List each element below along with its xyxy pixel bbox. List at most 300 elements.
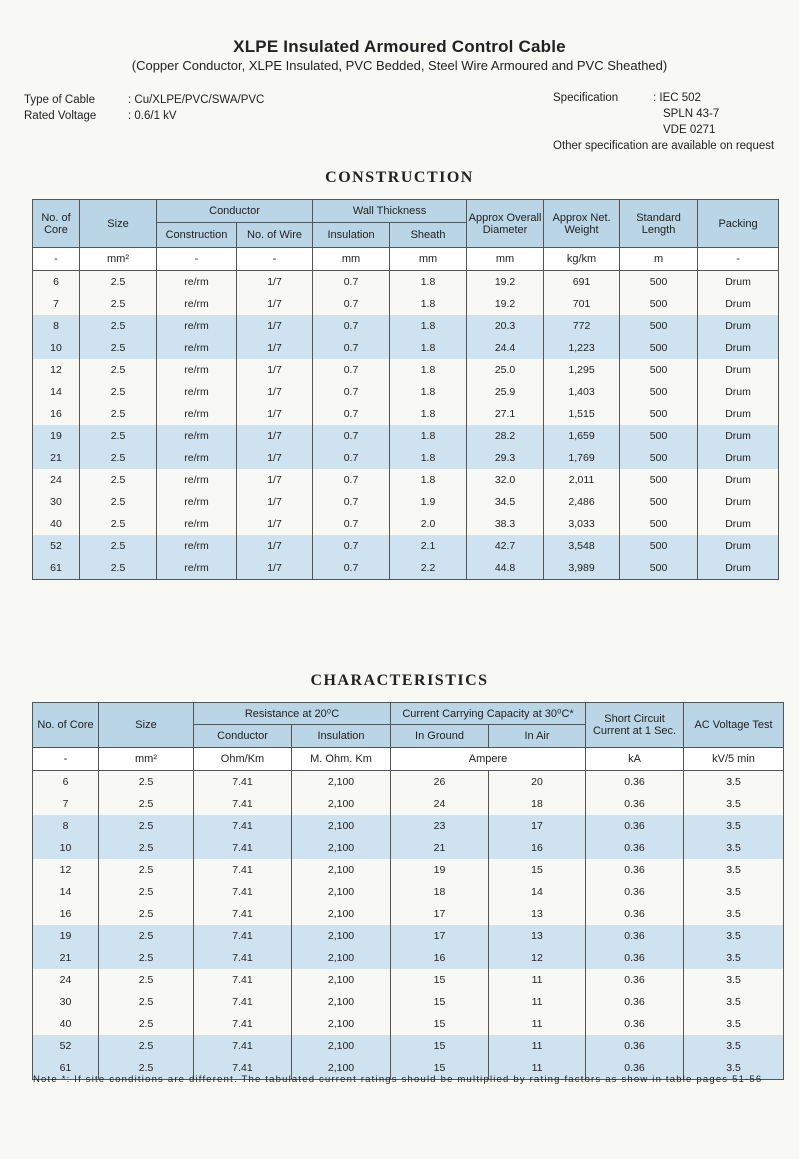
table-cell: 25.0	[467, 359, 544, 381]
col-header-ac-voltage: AC Voltage Test	[684, 703, 784, 748]
table-cell: 3.5	[684, 969, 784, 991]
table-cell: 500	[620, 557, 698, 580]
table-cell: 6	[33, 271, 80, 294]
table-cell: 2,100	[292, 969, 391, 991]
table-row	[33, 557, 779, 580]
table-cell: 3.5	[684, 793, 784, 815]
col-header-short-circuit: Short Circuit Current at 1 Sec.	[586, 703, 684, 748]
table-cell: 7.41	[194, 881, 292, 903]
unit-cell: kg/km	[544, 248, 620, 271]
table-cell: 52	[33, 1035, 99, 1057]
table-cell: 2,100	[292, 991, 391, 1013]
table-cell: re/rm	[157, 403, 237, 425]
table-cell: 40	[33, 1013, 99, 1035]
table-cell: Drum	[698, 535, 779, 557]
table-cell: 12	[489, 947, 586, 969]
table-cell: 2,100	[292, 1057, 391, 1080]
table-row	[33, 535, 779, 557]
table-cell: 2.5	[80, 337, 157, 359]
table-cell: Drum	[698, 359, 779, 381]
table-cell: 2.5	[80, 271, 157, 294]
table-cell: Drum	[698, 469, 779, 491]
col-header-weight: Approx Net. Weight	[544, 200, 620, 248]
table-cell: 16	[33, 403, 80, 425]
table-cell: 1,403	[544, 381, 620, 403]
table-cell: 2.5	[99, 1035, 194, 1057]
table-cell: 1,295	[544, 359, 620, 381]
table-cell: 1/7	[237, 447, 313, 469]
units-row	[33, 248, 779, 271]
table-cell: 8	[33, 815, 99, 837]
table-cell: 2,100	[292, 837, 391, 859]
table-cell: 2.5	[80, 359, 157, 381]
table-cell: 1,769	[544, 447, 620, 469]
table-cell: 20.3	[467, 315, 544, 337]
table-cell: 1.8	[390, 403, 467, 425]
table-cell: 0.36	[586, 859, 684, 881]
table-cell: 15	[391, 1013, 489, 1035]
table-cell: 2,100	[292, 903, 391, 925]
table-cell: 16	[391, 947, 489, 969]
table-cell: 24	[33, 969, 99, 991]
table-cell: 8	[33, 315, 80, 337]
unit-cell: Ampere	[391, 748, 586, 771]
table-cell: 3.5	[684, 903, 784, 925]
table-row	[33, 969, 784, 991]
table-row	[33, 293, 779, 315]
table-cell: 2,011	[544, 469, 620, 491]
table-row	[33, 837, 784, 859]
table-cell: 24	[391, 793, 489, 815]
table-cell: 2.5	[80, 469, 157, 491]
table-cell: 7.41	[194, 815, 292, 837]
table-cell: 2.5	[99, 859, 194, 881]
table-cell: 0.36	[586, 815, 684, 837]
table-cell: re/rm	[157, 535, 237, 557]
table-cell: 14	[33, 381, 80, 403]
table-cell: 2,100	[292, 815, 391, 837]
table-cell: 500	[620, 447, 698, 469]
table-cell: 3.5	[684, 771, 784, 794]
table-cell: 2.5	[80, 315, 157, 337]
table-cell: 14	[489, 881, 586, 903]
table-cell: 500	[620, 359, 698, 381]
table-cell: 0.7	[313, 359, 390, 381]
unit-cell: m	[620, 248, 698, 271]
table-cell: 691	[544, 271, 620, 294]
table-cell: Drum	[698, 425, 779, 447]
table-cell: 1/7	[237, 513, 313, 535]
table-cell: 17	[489, 815, 586, 837]
table-cell: 24	[33, 469, 80, 491]
col-header-wire: No. of Wire	[237, 223, 313, 248]
table-cell: 61	[33, 1057, 99, 1080]
table-cell: 10	[33, 337, 80, 359]
col-header-core: No. of Core	[33, 703, 99, 748]
table-cell: 2.5	[99, 969, 194, 991]
table-cell: 2.5	[80, 491, 157, 513]
specs-left	[24, 92, 264, 124]
table-cell: 500	[620, 403, 698, 425]
spec-value: : Cu/XLPE/PVC/SWA/PVC	[128, 94, 265, 106]
table-cell: 2.5	[80, 403, 157, 425]
table-cell: 7.41	[194, 859, 292, 881]
table-cell: 2,100	[292, 859, 391, 881]
table-cell: 0.7	[313, 381, 390, 403]
table-cell: Drum	[698, 337, 779, 359]
table-row	[33, 447, 779, 469]
table-cell: 19.2	[467, 293, 544, 315]
table-cell: 2.5	[80, 535, 157, 557]
table-cell: 500	[620, 513, 698, 535]
table-cell: 21	[391, 837, 489, 859]
col-header-capacity: Current Carrying Capacity at 30⁰C*	[391, 703, 586, 725]
table-cell: 19	[33, 925, 99, 947]
table-cell: 2,100	[292, 1035, 391, 1057]
table-cell: 29.3	[467, 447, 544, 469]
table-cell: 1/7	[237, 315, 313, 337]
table-cell: re/rm	[157, 381, 237, 403]
table-cell: 19	[33, 425, 80, 447]
table-cell: 11	[489, 1013, 586, 1035]
spec-value: VDE 0271	[663, 124, 716, 136]
table-cell: 7.41	[194, 1057, 292, 1080]
table-cell: 2.5	[99, 793, 194, 815]
unit-cell: mm	[390, 248, 467, 271]
table-cell: 16	[33, 903, 99, 925]
table-cell: 2,100	[292, 925, 391, 947]
table-cell: 2,100	[292, 881, 391, 903]
table-cell: 7	[33, 793, 99, 815]
col-header-length: Standard Length	[620, 200, 698, 248]
table-cell: 23	[391, 815, 489, 837]
table-cell: 500	[620, 271, 698, 294]
table-cell: 0.7	[313, 535, 390, 557]
table-cell: 1/7	[237, 337, 313, 359]
table-cell: re/rm	[157, 557, 237, 580]
table-cell: 1/7	[237, 491, 313, 513]
table-cell: 1,659	[544, 425, 620, 447]
col-header-construction: Construction	[157, 223, 237, 248]
table-cell: 2.5	[99, 771, 194, 794]
table-cell: 6	[33, 771, 99, 794]
table-cell: 1/7	[237, 381, 313, 403]
table-row	[33, 469, 779, 491]
col-header-in-air: In Air	[489, 725, 586, 748]
table-cell: 1.8	[390, 425, 467, 447]
table-cell: 500	[620, 381, 698, 403]
table-cell: 3.5	[684, 947, 784, 969]
table-cell: 0.36	[586, 1035, 684, 1057]
table-cell: 2.5	[80, 513, 157, 535]
table-cell: 15	[391, 1057, 489, 1080]
table-row	[33, 815, 784, 837]
table-cell: 26	[391, 771, 489, 794]
spec-label: Specification	[553, 92, 619, 104]
table-cell: 11	[489, 969, 586, 991]
table-cell: 3.5	[684, 991, 784, 1013]
table-cell: 0.7	[313, 337, 390, 359]
table-cell: Drum	[698, 447, 779, 469]
col-header-conductor: Conductor	[194, 725, 292, 748]
table-cell: 52	[33, 535, 80, 557]
col-header-packing: Packing	[698, 200, 779, 248]
table-row	[33, 403, 779, 425]
table-cell: 2.5	[99, 1013, 194, 1035]
table-cell: re/rm	[157, 315, 237, 337]
col-header-conductor: Conductor	[157, 200, 313, 223]
table-cell: 2.5	[99, 815, 194, 837]
table-cell: 1/7	[237, 403, 313, 425]
table-cell: 2.2	[390, 557, 467, 580]
table-row	[33, 315, 779, 337]
unit-cell: mm²	[99, 748, 194, 771]
table-cell: 3.5	[684, 815, 784, 837]
table-cell: 2.5	[99, 837, 194, 859]
table-cell: 7.41	[194, 837, 292, 859]
table-cell: 18	[489, 793, 586, 815]
table-cell: 0.7	[313, 425, 390, 447]
table-cell: 0.36	[586, 1057, 684, 1080]
table-cell: 19.2	[467, 271, 544, 294]
table-cell: 0.36	[586, 771, 684, 794]
table-row	[33, 991, 784, 1013]
unit-cell: mm	[313, 248, 390, 271]
table-row	[33, 425, 779, 447]
table-cell: re/rm	[157, 337, 237, 359]
table-row	[33, 925, 784, 947]
table-cell: 1,223	[544, 337, 620, 359]
table-cell: 17	[391, 903, 489, 925]
table-cell: 40	[33, 513, 80, 535]
table-cell: 3,548	[544, 535, 620, 557]
table-cell: 3.5	[684, 859, 784, 881]
table-cell: 2.0	[390, 513, 467, 535]
table-cell: 2.5	[99, 925, 194, 947]
table-row	[33, 491, 779, 513]
table-cell: 2.5	[99, 881, 194, 903]
table-cell: 0.36	[586, 903, 684, 925]
table-cell: 14	[33, 881, 99, 903]
col-header-in-ground: In Ground	[391, 725, 489, 748]
table-cell: 3,033	[544, 513, 620, 535]
table-cell: 0.7	[313, 513, 390, 535]
table-cell: 7.41	[194, 925, 292, 947]
table-cell: 1.9	[390, 491, 467, 513]
table-cell: Drum	[698, 293, 779, 315]
table-cell: 44.8	[467, 557, 544, 580]
table-row	[33, 903, 784, 925]
col-header-core: No. of Core	[33, 200, 80, 248]
table-cell: 1.8	[390, 381, 467, 403]
table-cell: 7.41	[194, 969, 292, 991]
table-cell: 0.36	[586, 947, 684, 969]
footnote: Note *: If site conditions are different. The tabulated current ratings should be multiplied by rating factors as show in table pages 51-56	[33, 1074, 763, 1085]
table-cell: 2,100	[292, 793, 391, 815]
table-cell: 0.7	[313, 469, 390, 491]
table-cell: 1.8	[390, 337, 467, 359]
table-cell: 18	[391, 881, 489, 903]
table-cell: 0.36	[586, 881, 684, 903]
spec-other: Other specification are available on request	[553, 140, 775, 152]
table-cell: 2.5	[99, 947, 194, 969]
table-cell: 7.41	[194, 903, 292, 925]
table-cell: 2,100	[292, 947, 391, 969]
table-cell: 15	[391, 1035, 489, 1057]
table-cell: 0.7	[313, 271, 390, 294]
table-cell: 7.41	[194, 1035, 292, 1057]
table-cell: 7.41	[194, 1013, 292, 1035]
unit-cell: kV/5 min	[684, 748, 784, 771]
table-cell: re/rm	[157, 359, 237, 381]
table-cell: 500	[620, 425, 698, 447]
table-row	[33, 271, 779, 294]
table-cell: 2,100	[292, 1013, 391, 1035]
table-cell: 28.2	[467, 425, 544, 447]
table-cell: 2.5	[80, 425, 157, 447]
table-cell: Drum	[698, 271, 779, 294]
col-header-insulation: Insulation	[292, 725, 391, 748]
table-cell: 1/7	[237, 359, 313, 381]
table-cell: 1,515	[544, 403, 620, 425]
table-cell: 7.41	[194, 771, 292, 794]
table-cell: 17	[391, 925, 489, 947]
table-cell: 15	[391, 991, 489, 1013]
spec-row	[553, 90, 774, 106]
col-header-size: Size	[80, 200, 157, 248]
page-title: XLPE Insulated Armoured Control Cable	[233, 37, 566, 56]
table-cell: 500	[620, 535, 698, 557]
table-row	[33, 881, 784, 903]
table-cell: 0.7	[313, 293, 390, 315]
col-header-diameter: Approx Overall Diameter	[467, 200, 544, 248]
table-cell: 0.36	[586, 793, 684, 815]
table-cell: 3,989	[544, 557, 620, 580]
table-cell: 21	[33, 947, 99, 969]
spec-label: Type of Cable	[24, 94, 95, 106]
col-header-resistance: Resistance at 20⁰C	[194, 703, 391, 725]
table-cell: 0.7	[313, 557, 390, 580]
table-cell: re/rm	[157, 491, 237, 513]
table-cell: 0.36	[586, 969, 684, 991]
table-cell: 500	[620, 315, 698, 337]
table-cell: 772	[544, 315, 620, 337]
table-cell: re/rm	[157, 447, 237, 469]
col-header-insulation: Insulation	[313, 223, 390, 248]
unit-cell: -	[33, 248, 80, 271]
table-row	[33, 771, 784, 794]
table-cell: re/rm	[157, 513, 237, 535]
table-cell: 2.5	[80, 293, 157, 315]
table-cell: re/rm	[157, 271, 237, 294]
table-cell: Drum	[698, 513, 779, 535]
table-cell: 2.5	[80, 557, 157, 580]
table-cell: 2,100	[292, 771, 391, 794]
spec-value: SPLN 43-7	[663, 108, 720, 120]
unit-cell: -	[157, 248, 237, 271]
table-cell: 0.36	[586, 925, 684, 947]
spec-value: : IEC 502	[653, 92, 701, 104]
unit-cell: mm²	[80, 248, 157, 271]
table-cell: 0.36	[586, 1013, 684, 1035]
table-cell: 701	[544, 293, 620, 315]
table-cell: 30	[33, 491, 80, 513]
table-cell: 3.5	[684, 837, 784, 859]
table-cell: Drum	[698, 381, 779, 403]
table-row	[33, 359, 779, 381]
table-row	[33, 1035, 784, 1057]
table-cell: 500	[620, 469, 698, 491]
table-row	[33, 381, 779, 403]
construction-table	[32, 199, 779, 580]
unit-cell: kA	[586, 748, 684, 771]
table-row	[33, 859, 784, 881]
table-cell: 2.1	[390, 535, 467, 557]
col-header-sheath: Sheath	[390, 223, 467, 248]
table-cell: 1.8	[390, 359, 467, 381]
table-cell: 2.5	[80, 447, 157, 469]
page-subtitle: (Copper Conductor, XLPE Insulated, PVC Bedded, Steel Wire Armoured and PVC Sheathed)	[131, 58, 668, 73]
table-cell: 38.3	[467, 513, 544, 535]
table-cell: 19	[391, 859, 489, 881]
characteristics-title: CHARACTERISTICS	[310, 672, 489, 689]
table-cell: 0.36	[586, 837, 684, 859]
table-cell: 3.5	[684, 1035, 784, 1057]
table-cell: 42.7	[467, 535, 544, 557]
spec-row	[24, 108, 264, 124]
table-cell: 3.5	[684, 881, 784, 903]
spec-label: Rated Voltage	[24, 110, 97, 122]
table-cell: re/rm	[157, 293, 237, 315]
table-cell: 0.7	[313, 315, 390, 337]
table-cell: 24.4	[467, 337, 544, 359]
table-cell: 7.41	[194, 793, 292, 815]
table-row	[33, 947, 784, 969]
table-cell: 61	[33, 557, 80, 580]
table-cell: 16	[489, 837, 586, 859]
units-row	[33, 748, 784, 771]
table-cell: 7	[33, 293, 80, 315]
table-cell: Drum	[698, 491, 779, 513]
table-cell: 15	[391, 969, 489, 991]
table-cell: 1/7	[237, 271, 313, 294]
table-cell: 7.41	[194, 947, 292, 969]
unit-cell: M. Ohm. Km	[292, 748, 391, 771]
table-cell: 1.8	[390, 469, 467, 491]
table-cell: 1.8	[390, 293, 467, 315]
table-cell: 1/7	[237, 425, 313, 447]
unit-cell: Ohm/Km	[194, 748, 292, 771]
table-cell: re/rm	[157, 425, 237, 447]
table-cell: 2.5	[99, 903, 194, 925]
unit-cell: mm	[467, 248, 544, 271]
table-row	[33, 337, 779, 359]
table-cell: 2,486	[544, 491, 620, 513]
table-cell: Drum	[698, 403, 779, 425]
table-cell: 3.5	[684, 1057, 784, 1080]
table-cell: 0.7	[313, 447, 390, 469]
spec-row	[24, 92, 264, 108]
table-cell: 0.7	[313, 403, 390, 425]
table-cell: 21	[33, 447, 80, 469]
table-cell: 15	[489, 859, 586, 881]
table-cell: 11	[489, 1035, 586, 1057]
table-cell: 10	[33, 837, 99, 859]
table-cell: 3.5	[684, 1013, 784, 1035]
table-cell: Drum	[698, 557, 779, 580]
table-cell: 1/7	[237, 469, 313, 491]
table-cell: 500	[620, 337, 698, 359]
